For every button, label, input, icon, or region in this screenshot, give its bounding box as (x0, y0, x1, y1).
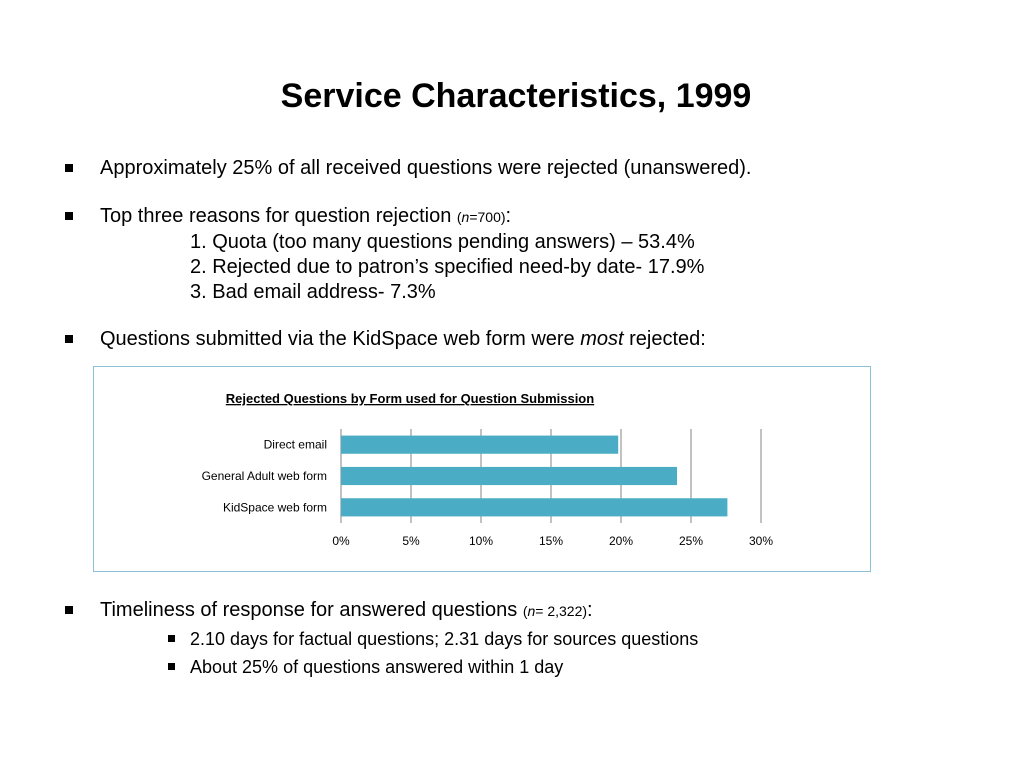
bullet-emphasis: most (580, 328, 624, 350)
x-tick-label: 20% (608, 534, 634, 548)
bullet-square-icon (65, 164, 73, 172)
bullet-timeliness (100, 598, 593, 624)
sample-size-value: = 2,322) (535, 603, 588, 619)
reason-item: 1. Quota (too many questions pending answers) – 53.4% (190, 231, 695, 253)
x-tick-label: 30% (748, 534, 774, 548)
x-tick-label: 10% (468, 534, 494, 548)
bar (341, 467, 677, 485)
bullet-tail: rejected: (623, 328, 706, 350)
sample-size-value: =700) (469, 209, 506, 225)
slide-title: Service Characteristics, 1999 (280, 77, 752, 115)
subbullet-text: About 25% of questions answered within 1 day (190, 657, 564, 677)
bullet-kidspace (100, 327, 706, 352)
bullet-square-icon (65, 335, 73, 343)
bullet-text: Approximately 25% of all received questions were rejected (unanswered). (100, 157, 752, 179)
subbullet-square-icon (168, 663, 175, 670)
bar (341, 498, 727, 516)
bullet-colon: : (587, 599, 593, 621)
bullet-rejection-rate (100, 156, 751, 181)
category-label: General Adult web form (201, 469, 327, 483)
subbullet-square-icon (168, 635, 175, 642)
bar (341, 436, 618, 454)
sample-size-open: ( (522, 603, 528, 619)
reason-item: 3. Bad email address- 7.3% (190, 281, 436, 303)
sample-size-n: n (461, 209, 470, 225)
subbullet-text: 2.10 days for factual questions; 2.31 days for sources questions (190, 629, 699, 649)
reason-item: 2. Rejected due to patron’s specified need-by date- 17.9% (190, 256, 705, 278)
bullet-square-icon (65, 212, 73, 220)
bullet-text: Questions submitted via the KidSpace web form were (100, 328, 581, 350)
bullet-square-icon (65, 606, 73, 614)
category-label: KidSpace web form (222, 500, 327, 515)
sample-size-open: ( (456, 209, 462, 225)
subbullet-one-day (190, 655, 563, 679)
x-tick-label: 15% (538, 534, 564, 548)
bullet-text: Timeliness of response for answered questions (100, 599, 523, 621)
x-tick-label: 0% (332, 534, 350, 548)
bar-chart (94, 367, 870, 571)
chart-container (93, 366, 871, 572)
x-tick-label: 25% (678, 534, 704, 548)
bullet-text: Top three reasons for question rejection (100, 205, 457, 227)
category-label: Direct email (263, 437, 327, 452)
bullet-rejection-reasons (100, 204, 704, 305)
bullet-colon: : (505, 205, 512, 227)
x-tick-label: 5% (402, 534, 420, 548)
subbullet-days (190, 627, 698, 651)
sample-size-n: n (527, 603, 536, 619)
chart-title: Rejected Questions by Form used for Question Submission (225, 391, 595, 406)
